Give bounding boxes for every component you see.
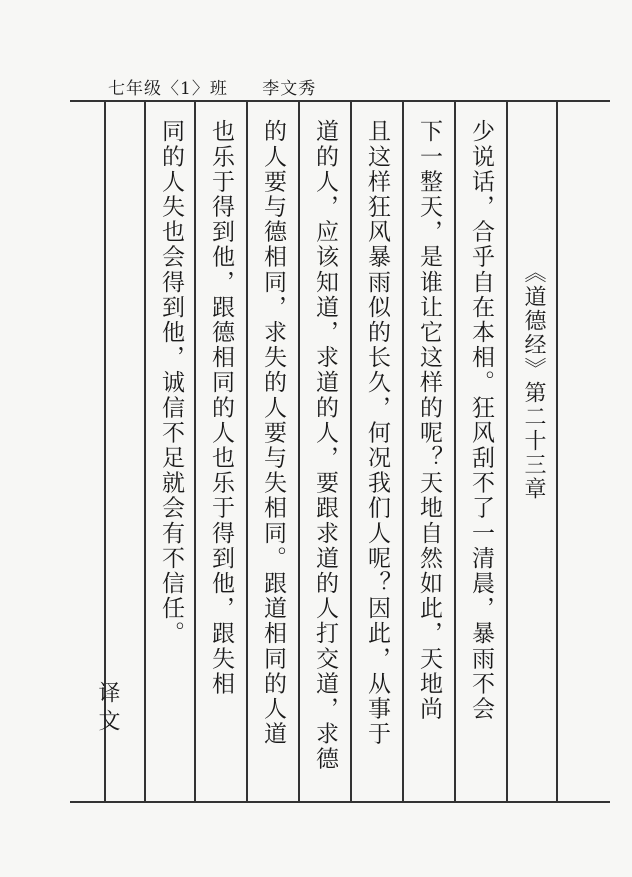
- text-column-1: [456, 101, 506, 801]
- text-line: 且这样狂风暴雨似的长久，何况我们人呢？因此，从事于: [364, 119, 390, 747]
- translation-label-column: [82, 101, 132, 801]
- text-line: 也乐于得到他，跟德相同的人也乐于得到他，跟失相: [208, 119, 234, 697]
- text-column-3: [352, 101, 402, 801]
- chapter-title: 《道德经》第二十三章: [521, 261, 546, 501]
- text-line: 的人要与德相同，求失的人要与失相同。跟道相同的人道: [260, 119, 286, 747]
- text-column-4: [300, 101, 350, 801]
- title-column: [508, 101, 558, 801]
- translation-label: 译文: [95, 681, 120, 737]
- text-column-2: [404, 101, 454, 801]
- writing-grid: [70, 101, 610, 803]
- student-name: 李文秀: [262, 79, 317, 99]
- text-line: 同的人失也会得到他，诚信不足就会有不信任。: [158, 119, 184, 647]
- text-line: 下一整天，是谁让它这样的呢？天地自然如此，天地尚: [416, 119, 442, 722]
- text-column-6: [196, 101, 246, 801]
- class-label: 七年级〈1〉班: [108, 79, 228, 99]
- text-line: 道的人，应该知道，求道的人，要跟求道的人打交道，求德: [312, 119, 338, 772]
- text-column-5: [248, 101, 298, 801]
- text-column-7: [146, 101, 196, 801]
- text-line: 少说话，合乎自在本相。狂风刮不了一清晨，暴雨不会: [468, 119, 494, 722]
- page-header: [108, 74, 316, 99]
